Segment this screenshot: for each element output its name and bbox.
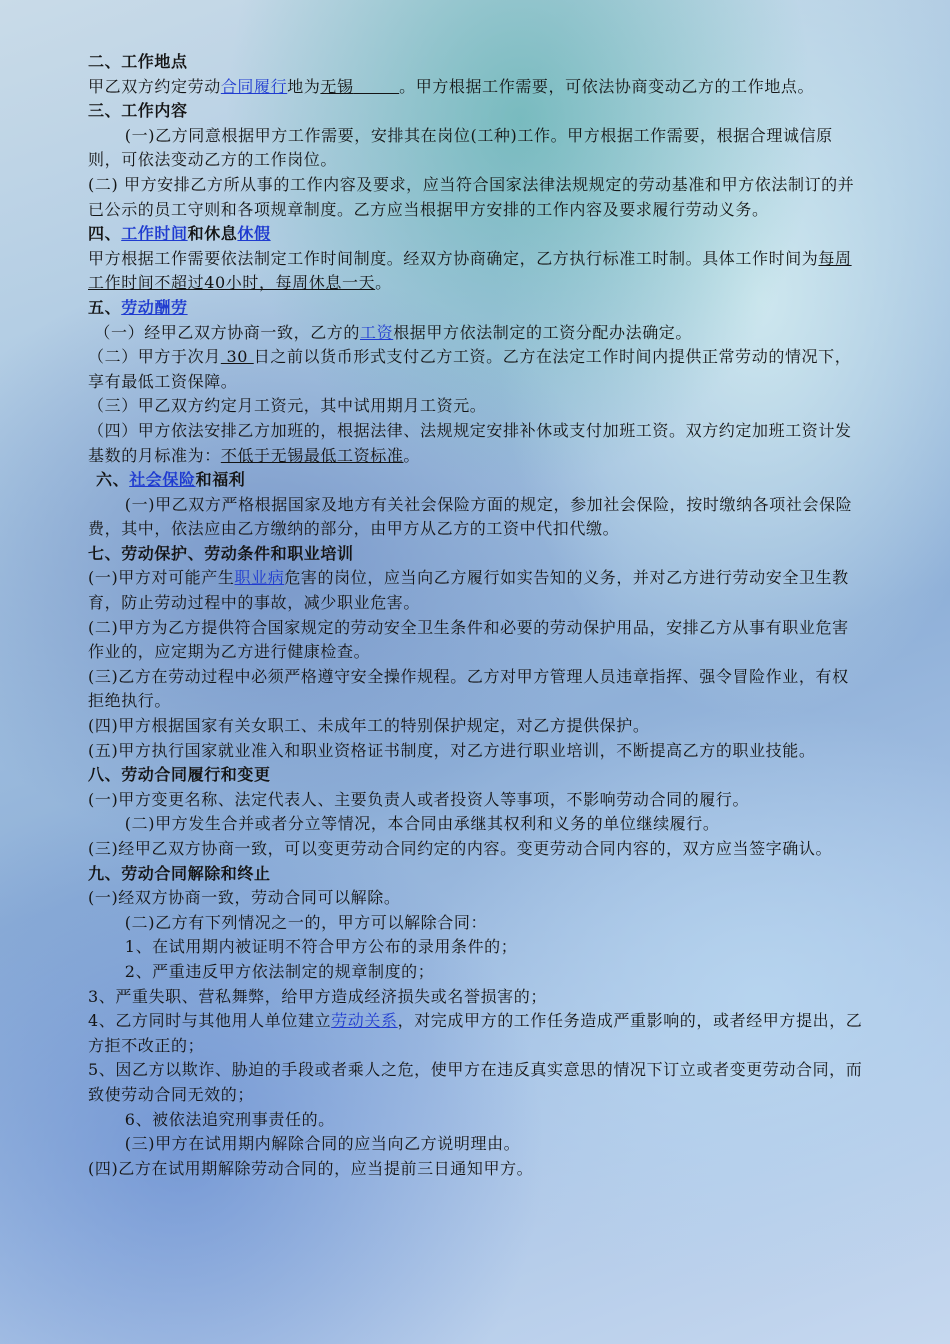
text: 六、: [96, 470, 130, 490]
section-9-para-4: (四)乙方在试用期解除劳动合同的，应当提前三日通知甲方。: [88, 1158, 534, 1178]
text: 地为: [287, 76, 321, 96]
link-labor-relations[interactable]: 劳动关系: [331, 1011, 398, 1031]
section-7-para-3: (三)乙方在劳动过程中必须严格遵守安全操作规程。乙方对甲方管理人员违章指挥、强令冒险作业，有权拒绝执行。: [88, 666, 849, 711]
text: 甲乙双方约定劳动: [88, 76, 221, 96]
section-3-para-2: (二) 甲方安排乙方所从事的工作内容及要求，应当符合国家法律法规规定的劳动基准和甲方依法制订的并已公示的员工守则和各项规章制度。乙方应当根据甲方安排的工作内容及要求履行劳动义务。: [88, 174, 855, 219]
text: 根据甲方依法制定的工资分配办法确定。: [393, 322, 693, 342]
section-4-para-1: [88, 247, 863, 296]
text: 和福利: [195, 470, 246, 490]
link-wages[interactable]: 工资: [360, 322, 394, 342]
list-item-5: 5、因乙方以欺诈、胁迫的手段或者乘人之危，使甲方在违反真实意思的情况下订立或者变更劳动合同，而致使劳动合同无效的；: [88, 1060, 863, 1104]
section-5-para-4: [88, 419, 863, 468]
section-8-para-1: (一)甲方变更名称、法定代表人、主要负责人或者投资人等事项，不影响劳动合同的履行。: [88, 789, 750, 809]
text: 甲方根据工作需要依法制定工作时间制度。经双方协商确定，乙方执行标准工时制。具体工作时间为: [88, 248, 819, 268]
contract-document: [88, 50, 863, 1181]
pay-day-fill: 30: [220, 347, 254, 367]
list-item-1: 1、在试用期内被证明不符合甲方公布的录用条件的；: [124, 937, 518, 957]
section-3-title: 三、工作内容: [88, 101, 188, 121]
text: 。甲方根据工作需要，可依法协商变动乙方的工作地点。: [399, 76, 815, 96]
section-7-title: 七、劳动保护、劳动条件和职业培训: [88, 543, 354, 563]
section-5-para-2: [88, 345, 863, 394]
link-working-hours[interactable]: 工作时间: [121, 224, 188, 244]
text: 日之前以货币形式支付乙方工资。乙方在法定工作时间内提供正常劳动的情况下，享有最低工资保障。: [88, 347, 852, 391]
section-7-para-2: (二)甲方为乙方提供符合国家规定的劳动安全卫生条件和必要的劳动保护用品，安排乙方从事有职业危害作业的，应定期为乙方进行健康检查。: [88, 617, 849, 662]
section-5-para-3: （三）甲乙双方约定月工资元，其中试用期月工资元。: [88, 396, 487, 416]
section-8-title: 八、劳动合同履行和变更: [88, 765, 271, 785]
section-2-title: 二、工作地点: [88, 52, 188, 71]
text: 。: [375, 273, 392, 293]
section-3-para-1: (一)乙方同意根据甲方工作需要，安排其在岗位(工种)工作。甲方根据工作需要，根据合理诚信原则，可依法变动乙方的工作岗位。: [88, 125, 833, 170]
link-occupational-disease[interactable]: 职业病: [234, 568, 285, 588]
text: 四、: [88, 224, 122, 244]
work-place-fill: 无锡: [320, 76, 354, 96]
section-9-title: 九、劳动合同解除和终止: [88, 863, 271, 883]
link-social-insurance[interactable]: 社会保险: [129, 470, 196, 490]
fill-blank: [354, 77, 400, 96]
link-labor-pay[interactable]: 劳动酬劳: [121, 297, 188, 317]
text: 。: [403, 445, 421, 465]
section-2-para-1: [88, 75, 863, 100]
section-9-para-3: (三)甲方在试用期内解除合同的应当向乙方说明理由。: [124, 1134, 521, 1154]
section-6-para-1: (一)甲乙双方严格根据国家及地方有关社会保险方面的规定，参加社会保险，按时缴纳各项社会保险费，其中，依法应由乙方缴纳的部分，由甲方从乙方的工资中代扣代缴。: [88, 494, 853, 539]
text: （四）甲方依法安排乙方加班的，根据法律、法规规定安排补休或支付加班工资。双方约定加班工资计发基数的月标准为：: [88, 420, 852, 465]
section-7-para-5: (五)甲方执行国家就业准入和职业资格证书制度，对乙方进行职业培训，不断提高乙方的职业技能。: [88, 740, 816, 760]
working-time-fill: 每周工作时间不超过40小时，每周休息一天: [88, 248, 852, 293]
section-4-title: [88, 222, 863, 247]
list-item-3: 3、严重失职、营私舞弊，给甲方造成经济损失或名誉损害的；: [88, 986, 547, 1006]
text: 五、: [88, 297, 122, 317]
list-item-6: 6、被依法追究刑事责任的。: [124, 1109, 335, 1129]
section-8-para-3: (三)经甲乙双方协商一致，可以变更劳动合同约定的内容。变更劳动合同内容的，双方应当签字确认。: [88, 839, 833, 858]
section-9-para-1: (一)经双方协商一致，劳动合同可以解除。: [88, 888, 401, 908]
overtime-base-fill: 不低于无锡最低工资标准: [220, 445, 404, 465]
list-item-4: [88, 1009, 863, 1058]
section-6-title: [88, 468, 863, 493]
section-5-para-1: [88, 321, 863, 346]
list-item-2: 2、严重违反甲方依法制定的规章制度的；: [124, 961, 435, 981]
text: （一）经甲乙双方协商一致，乙方的: [94, 322, 360, 342]
section-9-para-2: (二)乙方有下列情况之一的，甲方可以解除合同：: [124, 912, 488, 932]
section-7-para-4: (四)甲方根据国家有关女职工、未成年工的特别保护规定，对乙方提供保护。: [88, 716, 650, 736]
section-8-para-2: (二)甲方发生合并或者分立等情况，本合同由承继其权利和义务的单位继续履行。: [124, 814, 720, 834]
text: （二）甲方于次月: [88, 347, 221, 367]
text: 和休息: [187, 224, 238, 244]
text: (一)甲方对可能产生: [88, 568, 235, 588]
link-vacation[interactable]: 休假: [237, 224, 271, 244]
text: ，对完成甲方的工作任务造成严重影响的，或者经甲方提出，乙方拒不改正的；: [88, 1011, 863, 1055]
link-contract-performance[interactable]: 合同履行: [220, 76, 288, 96]
text: 4、乙方同时与其他用人单位建立: [88, 1011, 332, 1031]
section-7-para-1: [88, 566, 863, 615]
text: 危害的岗位，应当向乙方履行如实告知的义务，并对乙方进行劳动安全卫生教育，防止劳动过程中的事故，减少职业危害。: [88, 568, 849, 613]
section-5-title: [88, 296, 863, 321]
